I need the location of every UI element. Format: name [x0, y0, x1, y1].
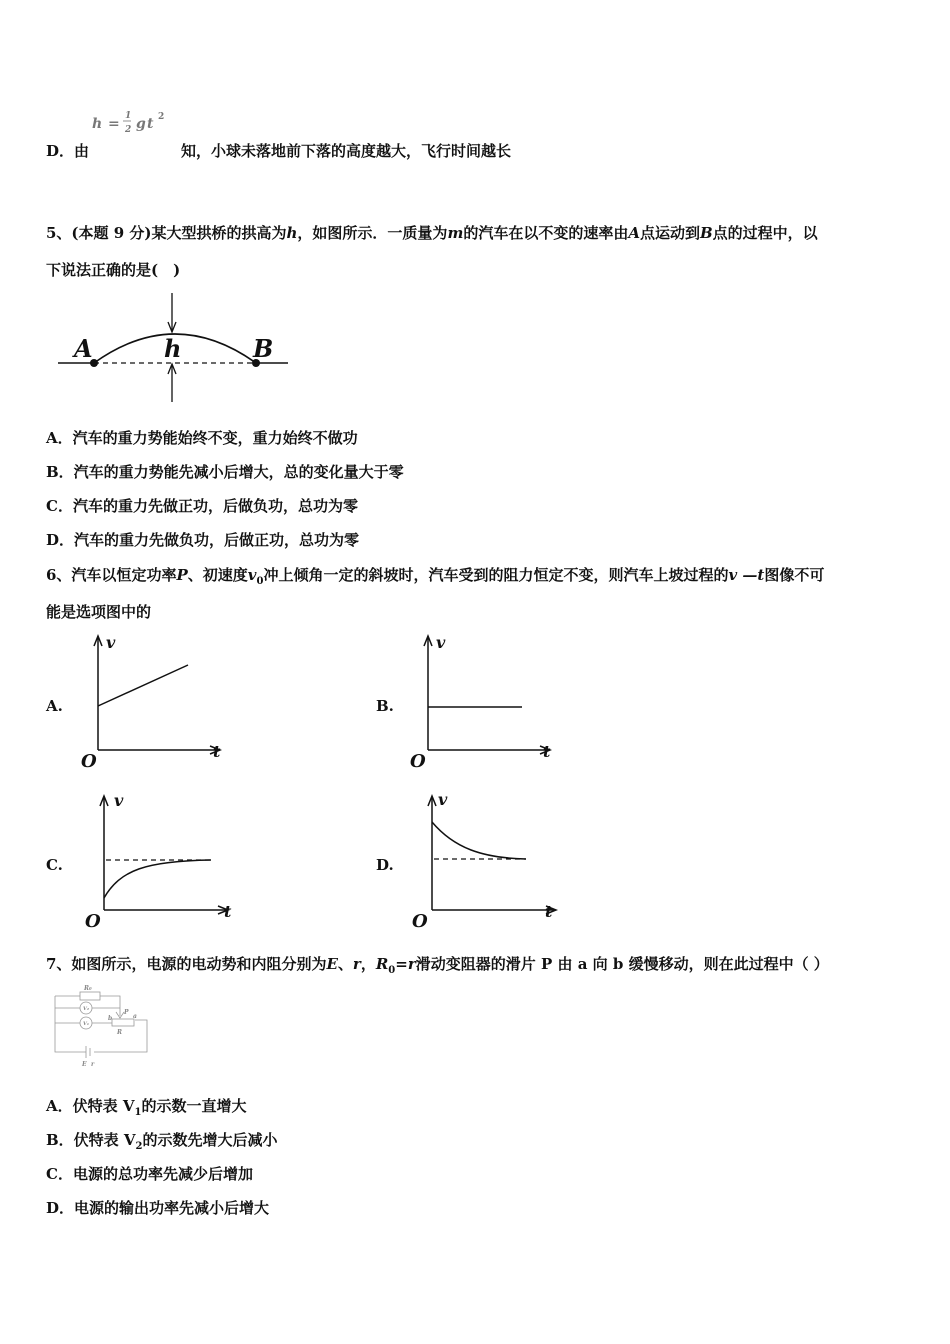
label-p: P	[124, 1009, 129, 1016]
axis-v-label: v	[438, 790, 448, 809]
origin-label: O	[81, 751, 97, 772]
formula-g: g	[136, 116, 146, 132]
q6-var-v: v	[247, 566, 257, 584]
arch-bridge-figure	[54, 290, 294, 405]
q7-option-c: C．电源的总功率先减少后增加	[46, 1165, 253, 1183]
battery-icon	[86, 1046, 90, 1058]
q7-equals: =	[395, 955, 408, 973]
formula-t: t	[147, 116, 154, 132]
label-r: R	[117, 1029, 122, 1036]
q6-stem-text: 冲上倾角一定的斜坡时，汽车受到的阻力恒定不变，则汽车上坡过程的	[263, 566, 729, 584]
rheostat-r	[112, 1019, 134, 1026]
q6-var-vt: v —t	[728, 566, 765, 584]
q5-stem-text: 点运动到	[639, 224, 700, 242]
q6-stem-text: 6、汽车以恒定功率	[46, 566, 177, 584]
origin-label: O	[410, 751, 426, 772]
q7-separator: ，	[360, 955, 376, 973]
wire-top	[55, 996, 120, 1006]
q5-option-c: C．汽车的重力先做正功，后做负功，总功为零	[46, 497, 358, 515]
vt-curve	[98, 665, 188, 706]
wire-outer	[55, 996, 147, 1052]
q6-var-v-subscript: 0	[256, 576, 264, 587]
q4-option-d-text: 知，小球未落地前下落的高度越大，飞行时间越长	[181, 142, 512, 160]
q7-stem-text: 7、如图所示，电源的电动势和内阻分别为	[46, 955, 327, 973]
axis-v-label: v	[114, 791, 124, 810]
origin-label: O	[412, 911, 428, 932]
q6-stem-line2: 能是选项图中的	[46, 603, 152, 621]
q7-var-r: r	[407, 955, 416, 973]
q5-stem-text: 的汽车在以不变的速率由	[463, 224, 629, 242]
label-r-internal: r	[91, 1061, 95, 1068]
q6-stem-text: 、初速度	[187, 566, 248, 584]
q7-var-e: E	[326, 955, 338, 973]
q5-stem-line1	[46, 222, 818, 243]
label-e: E	[82, 1061, 87, 1068]
label-a: A	[74, 334, 93, 363]
q7-separator: 、	[337, 955, 353, 973]
graph-d-label: D.	[376, 856, 394, 874]
q4-option-d-label: D．由	[46, 142, 90, 160]
vt-curve	[432, 822, 526, 859]
formula-denominator: 2	[125, 125, 132, 135]
vt-graph-b	[408, 628, 558, 773]
q5-var-h: h	[286, 224, 298, 242]
graph-a-label: A.	[46, 697, 63, 715]
label-v1: V₁	[83, 1021, 90, 1027]
q7-stem-text: 滑动变阻器的滑片 P 由 a 向 b 缓慢移动，则在此过程中（ ）	[415, 955, 829, 973]
q7-var-r0-subscript: 0	[388, 965, 396, 976]
formula-numerator: 1	[125, 111, 132, 121]
circuit-diagram	[50, 980, 150, 1070]
q5-stem-text: 5、(本题 9 分)某大型拱桥的拱高为	[46, 224, 287, 242]
free-fall-formula	[88, 108, 172, 138]
axis-v-label: v	[436, 633, 446, 652]
label-r0: R₀	[84, 985, 92, 992]
q7-option-d: D．电源的输出功率先减小后增大	[46, 1199, 270, 1217]
resistor-r0	[80, 992, 100, 1000]
graph-c-label: C.	[46, 856, 63, 874]
q7-option-b: B．伏特表 $V_2$的示数先增大后减小	[46, 1131, 278, 1152]
axis-t-label: t	[224, 902, 232, 921]
label-v2: V₂	[83, 1006, 90, 1012]
vt-graph-d	[412, 788, 567, 933]
formula-equals: =	[108, 116, 120, 132]
q6-stem-line1	[46, 564, 824, 587]
q5-stem-text: 点的过程中，以	[712, 224, 818, 242]
q6-stem-text: 图像不可	[764, 566, 825, 584]
label-a: a	[133, 1013, 137, 1020]
formula-exponent: 2	[158, 112, 165, 122]
label-b: B	[253, 334, 274, 363]
label-h: h	[164, 334, 182, 363]
q7-var-r0: R	[375, 955, 389, 973]
origin-label: O	[85, 911, 101, 932]
q5-stem-line2: 下说法正确的是( )	[46, 261, 181, 279]
formula-lhs: h	[92, 116, 103, 132]
q7-var-r: r	[352, 955, 361, 973]
q5-var-a: A	[628, 224, 640, 242]
axis-t-label: t	[543, 742, 551, 761]
q5-var-b: B	[699, 224, 713, 242]
q7-stem	[46, 953, 829, 976]
q7-option-a: A．伏特表 $V_1$的示数一直增大	[46, 1097, 247, 1118]
q6-var-p: P	[176, 566, 188, 584]
axis-t-label: t	[213, 742, 221, 761]
vt-graph-c	[84, 788, 239, 933]
axis-t-label: t	[545, 902, 553, 921]
q5-stem-text: ，如图所示．一质量为	[297, 224, 448, 242]
vt-curve	[104, 860, 211, 898]
vt-graph-a	[78, 628, 228, 773]
q5-option-a: A．汽车的重力势能始终不变，重力始终不做功	[46, 429, 358, 447]
label-b: b	[108, 1015, 113, 1022]
q5-var-m: m	[447, 224, 464, 242]
q5-option-b: B．汽车的重力势能先减小后增大，总的变化量大于零	[46, 463, 404, 481]
q5-option-d: D．汽车的重力先做负功，后做正功，总功为零	[46, 531, 360, 549]
q4-option-d	[46, 140, 511, 161]
axis-v-label: v	[106, 633, 116, 652]
graph-b-label: B.	[376, 697, 394, 715]
